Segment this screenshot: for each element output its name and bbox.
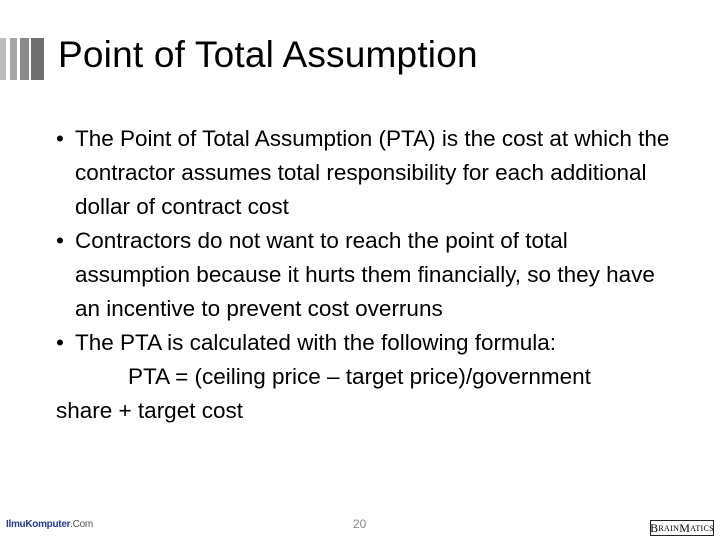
bullet-item — [56, 326, 676, 360]
bullet-item — [56, 122, 676, 224]
logo-suffix-text: .Com — [70, 519, 93, 530]
bullet-glyph: • — [56, 228, 64, 253]
accent-bar — [20, 38, 29, 80]
ilmukomputer-logo — [6, 519, 93, 537]
page-number: 20 — [353, 517, 367, 531]
slide-title: Point of Total Assumption — [58, 34, 478, 75]
logo-letter: M — [679, 520, 691, 535]
bullet-glyph: • — [56, 126, 64, 151]
bullet-text: The PTA is calculated with the following formula: — [75, 330, 557, 355]
accent-bar — [10, 38, 17, 80]
logo-letters: RAIN — [658, 523, 680, 533]
formula-line-2: share + target cost — [56, 398, 243, 423]
formula-text-1: PTA = (ceiling price – target price)/government — [128, 364, 591, 389]
logo-main-text: IlmuKomputer — [6, 519, 71, 530]
brainmatics-logo — [650, 520, 714, 536]
accent-bar — [0, 38, 6, 80]
logo-letters: ATICS — [690, 523, 714, 533]
bullet-text: Contractors do not want to reach the point of total assumption because it hurts them financially, so they have an incentive to prevent cost overruns — [75, 228, 655, 321]
bullet-text: The Point of Total Assumption (PTA) is the cost at which the contractor assumes total responsibility for each additional dollar of contract cost — [75, 126, 670, 219]
logo-letter: B — [650, 520, 659, 535]
bullet-glyph: • — [56, 330, 64, 355]
formula-line-1 — [56, 360, 676, 394]
formula — [56, 360, 676, 428]
bullet-item — [56, 224, 676, 326]
slide-body — [56, 122, 676, 428]
logo-text — [6, 519, 93, 530]
accent-bar — [31, 38, 44, 80]
